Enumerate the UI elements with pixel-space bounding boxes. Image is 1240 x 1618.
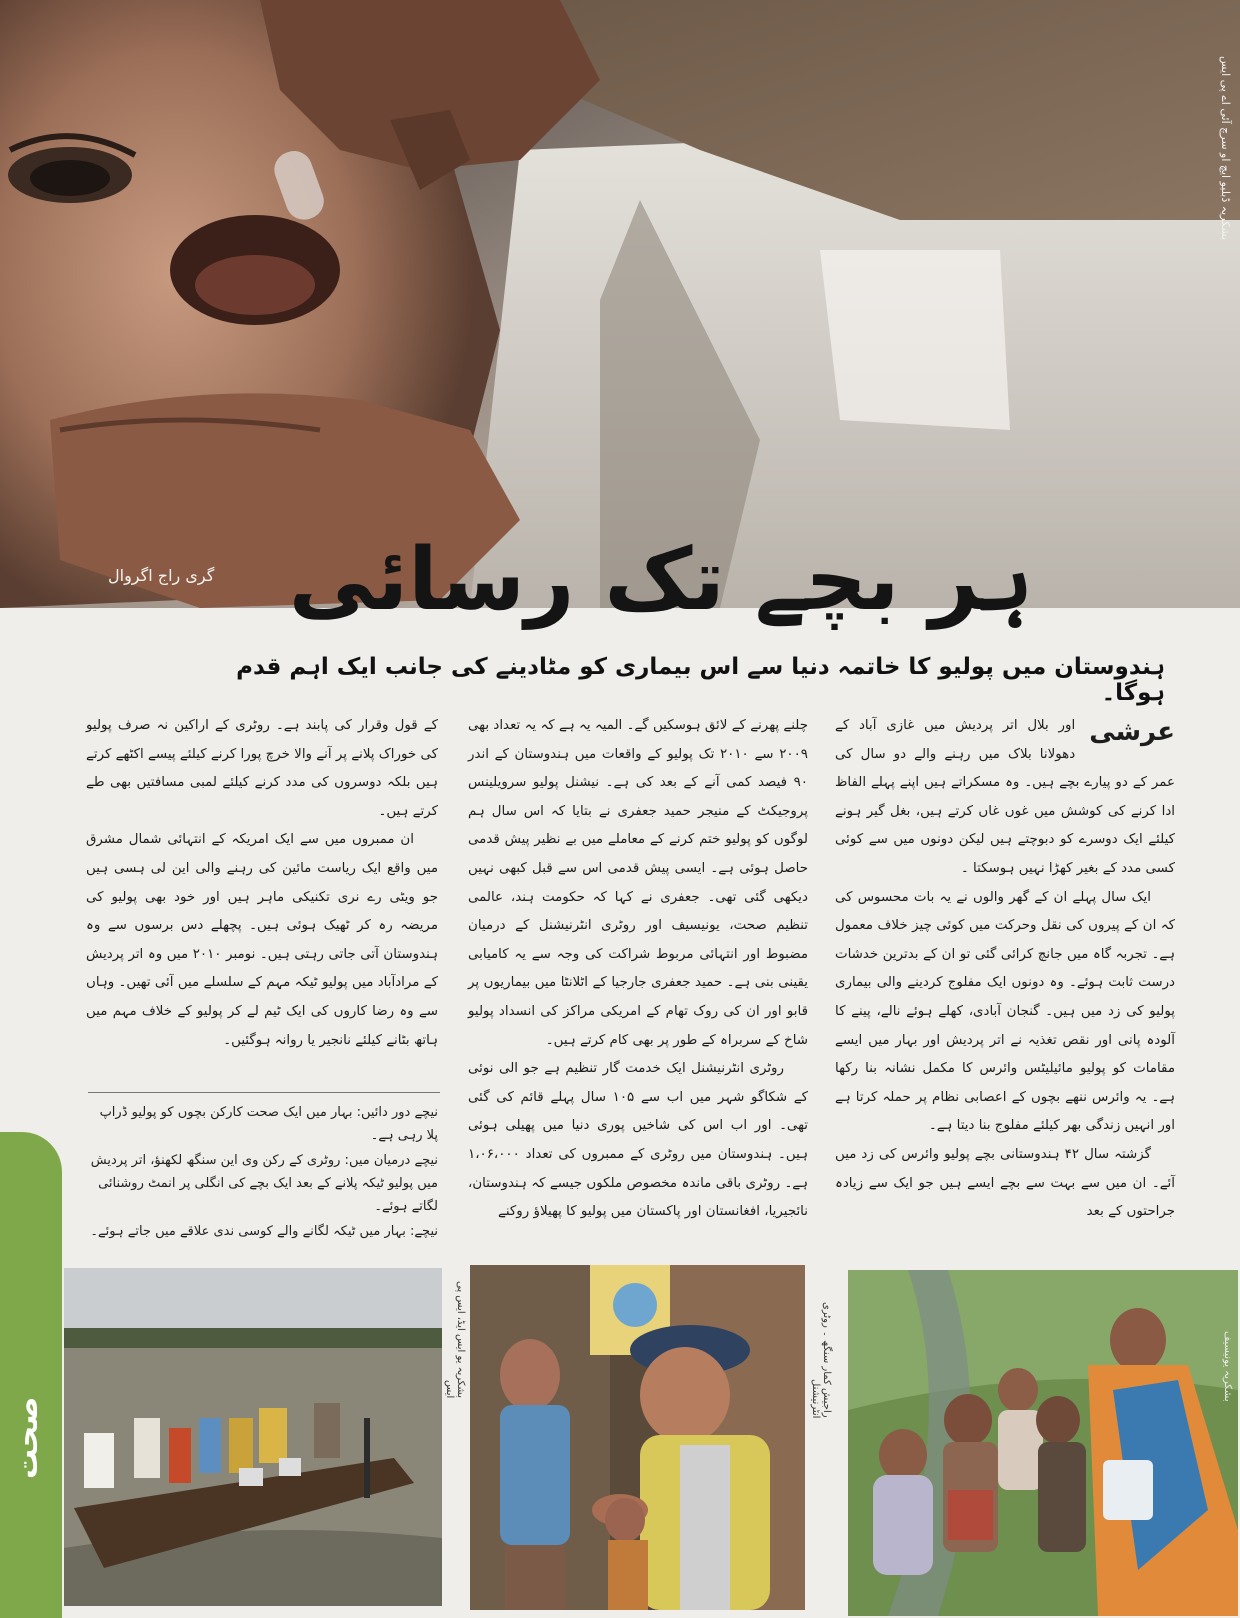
author-name: گری راج اگروال — [108, 566, 215, 585]
paragraph: اور بلال اتر پردیش میں غازی آباد کے دھولانا بلاک میں رہنے والے دو سال کی عمر کے دو پیارے بچے ہیں۔ وہ مسکراتے ہیں اپنے پہلے الفاظ ادا کرنے کی کوشش میں غوں غاں کرتے ہیں، بغل گیر ہونے کیلئے ایک دوسرے کو دبوچتے ہیں لیکن دونوں میں سے کوئی کسی مدد کے بغیر کھڑا نہیں ہوسکتا ۔ — [835, 718, 1175, 876]
headline: ہر بچے تک رسائی — [288, 530, 1034, 630]
field-photo — [848, 1270, 1238, 1616]
vaccination-photo-credit: راجیش کمار سنگھ ۔ روٹری انٹرنیشنل — [810, 1302, 832, 1418]
lead-name: عرشی — [1089, 717, 1175, 747]
vaccination-photo-illustration — [470, 1265, 805, 1610]
paragraph: ان ممبروں میں سے ایک امریکہ کے انتہائی شمال مشرق میں واقع ایک ریاست مائین کی رہنے والی این لی ہسی ہیں جو ویٹی رے نری تکنیکی ماہر ہیں اور خود بھی پولیو کی مریضہ رہ کر ٹھیک ہوئی ہیں۔ پچھلے دس برسوں سے وہ ہندوستان آتی جاتی رہتی ہیں۔ نومبر ۲۰۱۰ میں وہ اتر پردیش کے مرادآباد میں پولیو ٹیکہ مہم کے سلسلے میں آئی تھیں۔ وہاں سے وہ رضا کاروں کی ایک ٹیم لے کر پولیو کے خلاف مہم میں ہاتھ بٹانے کیلئے نانجیر یا روانہ ہوگئیں۔ — [86, 832, 438, 1048]
photo-captions — [86, 1101, 438, 1245]
boat-photo — [64, 1268, 442, 1606]
boat-photo-illustration — [64, 1268, 442, 1606]
caption-divider — [88, 1092, 440, 1093]
subheadline: ہندوستان میں پولیو کا خاتمہ دنیا سے اس بیماری کو مٹادینے کی جانب ایک اہم قدم ہوگا۔ — [236, 654, 1165, 706]
boat-photo-credit: بشکریہ یو ایس ایڈ، ایس پی ایس — [444, 1280, 466, 1398]
article-column-left — [86, 712, 438, 1055]
section-label: صحت — [10, 1396, 45, 1480]
vaccination-photo — [470, 1265, 805, 1610]
hero-photo-illustration — [0, 0, 1240, 608]
hero-photo — [0, 0, 1240, 608]
caption: نیچے دور دائیں: بہار میں ایک صحت کارکن بچوں کو پولیو ڈراپ پلا رہی ہے۔ — [99, 1105, 438, 1143]
caption: نیچے درمیان میں: روٹری کے رکن وی این سنگھ لکھنؤ، اتر پردیش میں پولیو ٹیکہ پلانے کے بعد ایک بچے کی انگلی پر انمٹ روشنائی لگاتے ہوئے۔ — [90, 1153, 438, 1214]
article-column-right — [835, 712, 1175, 1227]
paragraph: روٹری انٹرنیشنل ایک خدمت گار تنظیم ہے جو الی نوئی کے شکاگو شہر میں اب سے ۱۰۵ سال پہلے قائم کی گئی تھی۔ اور اب اس کی شاخیں پوری دنیا میں پھیلی ہوئی ہیں۔ ہندوستان میں روٹری کے ممبروں کی تعداد ۱،۰۶،۰۰۰ ہے۔ روٹری باقی ماندہ مخصوص ملکوں جیسے کہ ہندوستان، نائجیریا، افغانستان اور پاکستان میں پولیو کا پھیلاؤ روکنے — [468, 1061, 808, 1220]
caption: نیچے: بہار میں ٹیکہ لگانے والے کوسی ندی علاقے میں جاتے ہوئے۔ — [90, 1224, 438, 1239]
hero-photo-credit: بشکریہ ڈبلیو ایچ او سرچ آئی اے پی ایس — [1219, 55, 1232, 240]
paragraph: ایک سال پہلے ان کے گھر والوں نے یہ بات محسوس کی کہ ان کے پیروں کی نقل وحرکت میں کوئی چیز خلاف معمول ہے۔ تجربہ گاہ میں جانچ کرائی گئی تو ان کے بدترین خدشات درست ثابت ہوئے۔ وہ دونوں ایک مفلوج کردینے والی بیماری پولیو کی زد میں ہیں۔ گنجان آبادی، کھلے ہوئے نالے، پینے کا آلودہ پانی اور نقص تغذیہ نے اتر پردیش اور بہار میں ایسے مقامات کو پولیو مائیلیٹس وائرس کا مکمل نشانہ بنا رکھا ہے۔ یہ وائرس ننھے بچوں کے اعصابی نظام پر حملہ کرتا ہے اور انہیں زندگی بھر کیلئے مفلوج بنا دیتا ہے۔ — [835, 889, 1175, 1134]
article-column-middle — [468, 712, 808, 1227]
paragraph: گزشتہ سال ۴۲ ہندوستانی بچے پولیو وائرس کی زد میں آئے۔ ان میں سے بہت سے بچے ایسے ہیں جو ایک سے زیادہ جراحتوں کے بعد — [835, 1146, 1175, 1220]
paragraph: کے قول وقرار کی پابند ہے۔ روٹری کے اراکین نہ صرف پولیو کی خوراک پلانے پر آنے والا خرچ پورا کرنے کیلئے پیسے اکٹھے کرتے ہیں بلکہ دوسروں کی مدد کرنے کیلئے لمبی مسافتیں بھی طے کرتے ہیں۔ — [86, 718, 438, 819]
field-photo-illustration — [848, 1270, 1238, 1616]
field-photo-credit: بشکریہ یونیسیف — [1222, 1331, 1233, 1402]
paragraph: چلنے پھرنے کے لائق ہوسکیں گے۔ المیہ یہ ہے کہ یہ تعداد بھی ۲۰۰۹ سے ۲۰۱۰ تک پولیو کے واقعات میں ہندوستان کے اندر ۹۰ فیصد کمی آنے کے بعد کی ہے۔ نیشنل پولیو سرویلینس پروجیکٹ کے منیجر حمید جعفری نے بتایا کہ اس سال ہم لوگوں کو پولیو ختم کرنے کے معاملے میں بے نظیر پیش قدمی حاصل ہوئی ہے۔ ایسی پیش قدمی اس سے قبل کبھی نہیں دیکھی گئی تھی۔ جعفری نے کہا کہ حکومت ہند، عالمی تنظیم صحت، یونیسیف اور روٹری انٹرنیشنل کے درمیان مضبوط اور انتہائی مربوط شراکت کی وجہ سے یہ کامیابی یقینی بنی ہے۔ حمید جعفری جارجیا کے اٹلانٹا میں بیماریوں پر قابو اور ان کی روک تھام کے امریکی مراکز کی انسداد پولیو شاخ کے سربراہ کے طور پر بھی کام کرتے ہیں۔ — [468, 718, 808, 1048]
